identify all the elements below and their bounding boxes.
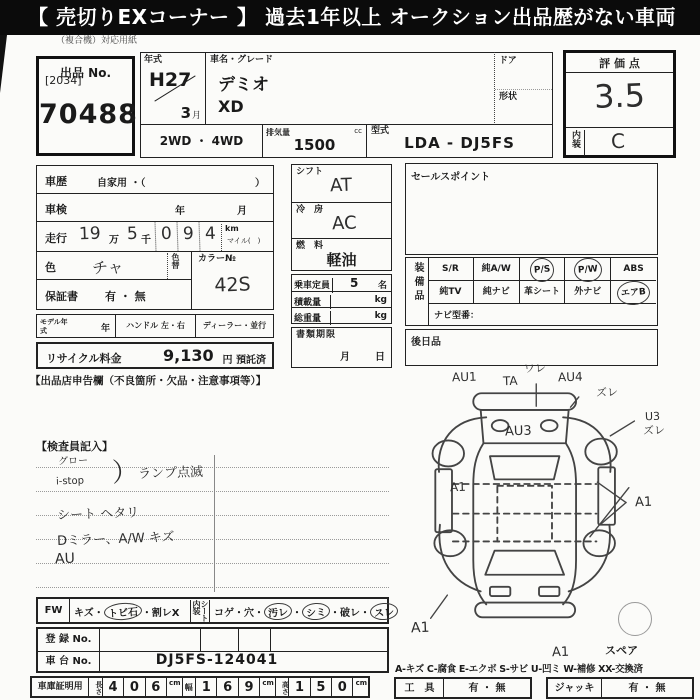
fuel-label: 燃 料 <box>296 241 324 251</box>
damage-legend: A-キズ C-腐食 E-エクボ S-サビ U-凹ミ W-補修 XX-交換済 <box>395 664 643 675</box>
scan-artifact <box>0 35 7 93</box>
km-unit: km <box>221 224 239 251</box>
mileage-label: 走行 <box>45 232 67 245</box>
door-shape-cell <box>494 52 553 125</box>
chassis-label: 車 台 No. <box>38 652 100 673</box>
docs-day: 日 <box>375 352 385 363</box>
interior-grade: C <box>610 128 626 154</box>
equipment-box <box>405 257 658 326</box>
modelyear-label: モデル年式 <box>40 318 68 336</box>
color-no-label: カラー№ <box>198 254 236 264</box>
diagram-note-zure-top: ズレ <box>595 385 619 400</box>
capacity-value: 5 <box>350 276 359 290</box>
gross-label: 総重量 <box>294 311 331 325</box>
name-grade-cell <box>205 52 495 125</box>
equip-tv: 純TV <box>428 281 474 303</box>
fw-items <box>74 603 180 620</box>
color-value: チャ <box>91 257 124 278</box>
diagram-note-ware: ワレ <box>523 361 547 376</box>
diagram-note-u3-zure: ズレ <box>642 423 666 438</box>
docs-month: 月 <box>340 352 350 363</box>
gross-row <box>291 307 392 324</box>
diagram-note-u3: U3 <box>644 409 661 424</box>
gross-unit: kg <box>374 311 387 321</box>
color-no-value: 42S <box>214 273 251 297</box>
banner: 【 売切りEXコーナー 】 過去1年以上 オークション出品歴がない車両 <box>0 0 700 35</box>
shift-value: AT <box>329 174 353 197</box>
length-unit: cm <box>167 678 183 696</box>
seat-sep: ・ <box>292 608 302 619</box>
navi-model-label: ナビ型番： <box>434 311 480 321</box>
later-items-label: 後日品 <box>411 337 441 348</box>
sales-point-label: セールスポイント <box>411 172 491 183</box>
diagram-note-a1-bottom-left: A1 <box>410 619 430 637</box>
docs-box <box>291 327 392 368</box>
capacity-unit: 名 <box>377 281 387 291</box>
model-code-label: 型式 <box>371 126 390 136</box>
note-seat: シート ヘタリ <box>56 505 140 524</box>
year-value: H27 <box>149 69 192 91</box>
career-row <box>36 165 274 194</box>
sales-point-box <box>405 163 658 255</box>
equip-navi: 純ナビ <box>474 281 520 303</box>
note-istop: i-stop <box>55 475 85 488</box>
length-label: 長さ <box>89 678 103 696</box>
width-d2: 6 <box>217 678 238 696</box>
diagram-note-ta: TA <box>502 373 518 389</box>
recycle-value: 9,130 <box>163 346 214 365</box>
name-label: 車名・グレード <box>210 55 274 65</box>
mileage-d1: 0 <box>155 222 178 252</box>
equip-abs: ABS <box>623 264 644 274</box>
note-glow: グロー <box>57 455 89 468</box>
drive-cell: 2WD ・ 4WD <box>140 124 263 158</box>
lot-label: 出品 No. <box>59 66 112 80</box>
width-d1: 1 <box>196 678 217 696</box>
load-unit: kg <box>374 295 387 305</box>
rating-score: 3.5 <box>593 76 646 116</box>
jack-box <box>546 677 694 699</box>
door-shape-divider <box>495 89 552 90</box>
equip-extnavi: 外ナビ <box>565 281 611 303</box>
equip-leather: 革シート <box>520 281 566 303</box>
note-au: AU <box>54 550 76 568</box>
diagram-note-au1: AU1 <box>451 369 477 385</box>
warranty-label: 保証書 <box>45 290 78 303</box>
height-d3: 0 <box>332 678 353 696</box>
diagram-note-a1-left: A1 <box>449 479 467 495</box>
recycle-row <box>36 342 274 369</box>
length-d2: 0 <box>124 678 145 696</box>
recycle-label: リサイクル料金 <box>46 352 122 365</box>
handle-cell: ハンドル 左・右 <box>115 314 196 338</box>
height-d2: 5 <box>311 678 332 696</box>
interior-label: 内装 <box>569 130 585 156</box>
equipment-row2 <box>428 281 656 304</box>
seat-interior-label: シート内装 <box>192 600 209 621</box>
door-label: ドア <box>499 56 517 66</box>
note-mirror: Dミラー、A/W キズ <box>56 529 175 550</box>
mileage-d3: 4 <box>199 222 222 252</box>
note-bracket: ） <box>111 457 139 489</box>
lot-number: 70488 <box>39 99 138 130</box>
shaken-label: 車検 <box>45 203 67 216</box>
fw-label: FW <box>38 599 70 622</box>
displacement-cell <box>262 124 367 158</box>
length-d1: 4 <box>103 678 124 696</box>
equipment-label: 装備品 <box>412 262 423 304</box>
seat-items <box>214 603 398 620</box>
jack-label: ジャッキ <box>548 679 602 697</box>
career-value: 自家用 ・（ <box>97 178 146 189</box>
mileage-d2: 9 <box>177 222 200 252</box>
displacement-unit: cc <box>354 127 362 135</box>
load-row <box>291 291 392 308</box>
fw-item-kizu: キズ・ <box>74 608 104 619</box>
paper-note: （複合機）対応用紙 <box>56 36 138 46</box>
warranty-row <box>36 279 192 310</box>
garage-label: 車庫証明用 <box>32 678 89 696</box>
seat-item-koge: コゲ・穴・ <box>214 608 264 619</box>
seat-item-yogore: 汚レ <box>263 602 292 621</box>
width-unit: cm <box>260 678 276 696</box>
career-close: ） <box>255 178 265 189</box>
equip-ps: P/S <box>529 257 555 283</box>
color-row <box>36 251 192 280</box>
modelyear-cell <box>36 314 116 338</box>
inspector-label: 【検査員記入】 <box>36 440 113 453</box>
equipment-row1 <box>428 258 656 281</box>
garage-row <box>30 676 370 698</box>
shift-label: シフト <box>296 167 324 177</box>
model-code-cell <box>366 124 553 158</box>
docs-label: 書類期限 <box>296 330 337 340</box>
modelyear-unit: 年 <box>100 324 110 334</box>
warranty-value: 有 ・ 無 <box>105 290 146 303</box>
height-unit: cm <box>355 679 368 687</box>
shaken-row <box>36 193 274 222</box>
rating-box <box>563 50 676 158</box>
height-d1: 1 <box>289 678 310 696</box>
displacement-value: 1500 <box>293 136 336 154</box>
year-label: 年式 <box>144 55 163 65</box>
fuel-value: 軽油 <box>326 251 357 269</box>
fuel-box <box>291 238 392 271</box>
color-change-label: 色替 <box>167 253 181 279</box>
declaration-label: 【出品店申告欄（不良箇所・欠品・注意事項等）】 <box>30 375 267 387</box>
ac-box <box>291 202 392 239</box>
inspector-divider <box>214 455 215 592</box>
sen-unit: 千 <box>141 235 151 246</box>
shaken-month-unit: 月 <box>237 206 247 217</box>
capacity-row <box>291 274 392 292</box>
note-lamp: ランプ点滅 <box>137 464 204 483</box>
mileage-row <box>36 221 274 252</box>
lot-number-box <box>36 56 138 156</box>
fw-item-ware: ・割レX <box>141 608 180 619</box>
car-grade: XD <box>218 97 244 116</box>
mileage-sen: 5 <box>126 223 139 245</box>
mile-unit: マイル( ) <box>227 237 261 245</box>
ac-value: AC <box>331 212 357 235</box>
equip-aw: 純A/W <box>474 258 520 280</box>
ac-label: 冷 房 <box>296 205 324 215</box>
equip-pw: P/W <box>573 257 602 283</box>
color-no-cell <box>191 251 274 310</box>
equip-sr: S/R <box>428 258 474 280</box>
fw-item-tobiishi: トビ石 <box>103 602 142 622</box>
seat-item-yabure: ・破レ・ <box>330 608 370 619</box>
car-diagram <box>393 362 700 662</box>
year-cell <box>140 52 206 125</box>
load-label: 積載量 <box>294 295 331 309</box>
height-label: 高さ <box>276 678 290 696</box>
equip-airbag: エアB <box>616 280 650 306</box>
rating-label: 評 価 点 <box>599 57 640 70</box>
spare-tire-circle <box>618 602 652 636</box>
registration-label: 登 録 No. <box>38 629 100 652</box>
jack-value: 有 ・ 無 <box>628 683 666 694</box>
month-unit: 月 <box>191 111 201 121</box>
model-code-value: LDA - DJ5FS <box>404 134 515 152</box>
length-d3: 6 <box>146 678 167 696</box>
width-d3: 9 <box>239 678 260 696</box>
month-value: 3 <box>180 104 191 122</box>
tools-value: 有 ・ 無 <box>468 683 506 694</box>
shaken-year-unit: 年 <box>175 206 185 217</box>
tools-box <box>394 677 532 699</box>
seat-item-shimi: シミ <box>301 602 330 621</box>
color-label: 色 <box>45 261 56 274</box>
dealer-cell: ディーラー・並行 <box>195 314 274 338</box>
width-label: 幅 <box>183 678 197 696</box>
chassis-value: DJ5FS-124041 <box>155 652 279 668</box>
registration-table <box>36 627 389 673</box>
displacement-label: 排気量 <box>266 128 290 137</box>
diagram-note-au4: AU4 <box>557 369 583 385</box>
recycle-unit: 円 預託済 <box>222 355 266 366</box>
man-unit: 万 <box>109 235 119 246</box>
fw-row <box>36 597 395 624</box>
tools-label: 工 具 <box>396 679 444 697</box>
car-name: デミオ <box>218 75 269 95</box>
shift-box <box>291 164 392 203</box>
seat-item-sure: スレ <box>369 602 398 621</box>
diagram-note-a1-right: A1 <box>634 494 653 511</box>
career-label: 車歴 <box>45 175 67 188</box>
diagram-note-a1-bottom-center: A1 <box>551 644 570 661</box>
capacity-label: 乗車定員 <box>294 278 333 293</box>
lot-stamp: [2034] <box>45 74 82 87</box>
diagram-note-au3: AU3 <box>504 423 532 440</box>
mileage-man: 19 <box>78 223 101 245</box>
spare-label: スペア <box>605 644 638 657</box>
shape-label: 形状 <box>499 92 518 102</box>
